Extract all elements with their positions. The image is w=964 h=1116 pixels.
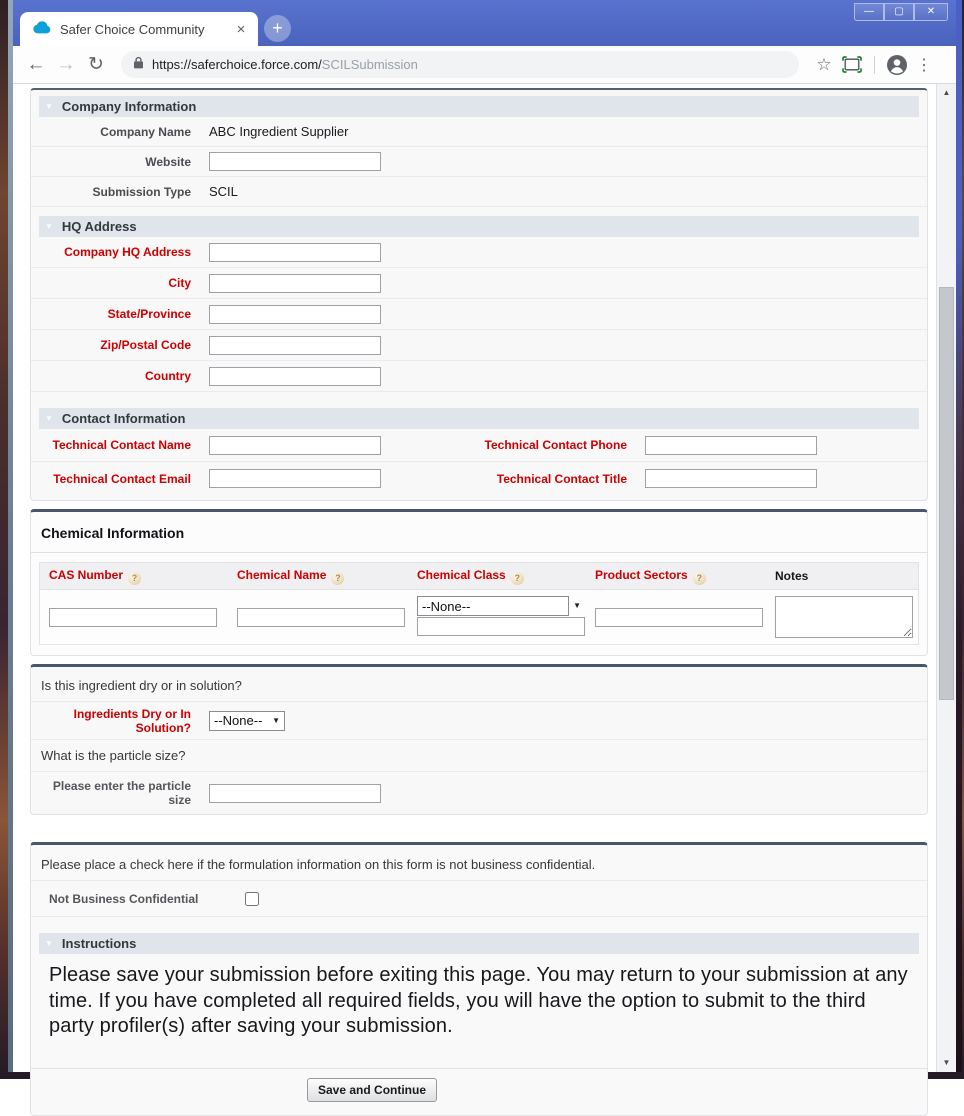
tech-contact-name-label: Technical Contact Name bbox=[52, 438, 191, 452]
bookmark-star-icon[interactable]: ☆ bbox=[816, 54, 832, 74]
state-input[interactable] bbox=[209, 305, 381, 324]
address-bar[interactable] bbox=[121, 51, 799, 78]
city-input[interactable] bbox=[209, 274, 381, 293]
back-button[interactable]: ← bbox=[26, 53, 46, 75]
save-and-continue-button[interactable]: Save and Continue bbox=[307, 1078, 437, 1102]
state-label: State/Province bbox=[107, 307, 191, 321]
help-icon[interactable]: ? bbox=[331, 572, 344, 585]
help-icon[interactable]: ? bbox=[511, 572, 524, 585]
window-controls bbox=[854, 3, 948, 21]
screen-capture-extension-icon[interactable] bbox=[837, 56, 867, 73]
chemical-information-box bbox=[30, 509, 928, 656]
help-icon[interactable]: ? bbox=[128, 572, 141, 585]
hq-address-label: Company HQ Address bbox=[64, 245, 191, 259]
website-input[interactable] bbox=[209, 152, 381, 171]
window-border-left bbox=[8, 0, 13, 1072]
reload-button[interactable]: ↻ bbox=[88, 54, 104, 75]
collapse-triangle-icon: ▼ bbox=[45, 222, 53, 231]
confidential-note: Please place a check here if the formulation information on this form is not business confidential. bbox=[31, 849, 927, 881]
notes-textarea[interactable] bbox=[775, 596, 913, 638]
product-sectors-input[interactable] bbox=[595, 608, 763, 627]
tech-contact-email-input[interactable] bbox=[209, 469, 381, 488]
submission-type-row bbox=[31, 177, 927, 207]
zip-input[interactable] bbox=[209, 336, 381, 355]
section-title: Company Information bbox=[61, 99, 197, 114]
close-window-button[interactable]: ✕ bbox=[914, 3, 948, 21]
section-title: Contact Information bbox=[61, 411, 186, 426]
tech-contact-phone-input[interactable] bbox=[645, 436, 817, 455]
section-title: HQ Address bbox=[61, 219, 137, 234]
page-content bbox=[13, 84, 936, 1097]
browser-window bbox=[8, 0, 962, 1097]
button-row bbox=[31, 1068, 927, 1115]
browser-tab[interactable] bbox=[20, 12, 258, 46]
contact-row-1 bbox=[31, 429, 927, 462]
salesforce-cloud-favicon-icon bbox=[32, 20, 51, 39]
not-business-confidential-label: Not Business Confidential bbox=[49, 891, 199, 906]
not-business-confidential-row bbox=[31, 881, 927, 917]
chemical-class-header: Chemical Class ? bbox=[408, 568, 586, 585]
help-icon[interactable]: ? bbox=[693, 572, 706, 585]
chemical-name-header: Chemical Name ? bbox=[228, 568, 408, 585]
dry-or-solution-question: Is this ingredient dry or in solution? bbox=[31, 670, 927, 702]
scroll-up-icon[interactable]: ▲ bbox=[942, 88, 951, 97]
section-header-hq-address[interactable] bbox=[39, 216, 919, 237]
dry-or-solution-row bbox=[31, 702, 927, 740]
vertical-scrollbar[interactable] bbox=[936, 84, 956, 1072]
collapse-triangle-icon: ▼ bbox=[45, 414, 53, 423]
zip-label: Zip/Postal Code bbox=[100, 338, 191, 352]
forward-button[interactable]: → bbox=[56, 53, 76, 75]
profile-avatar-icon[interactable] bbox=[882, 54, 912, 76]
scroll-down-icon[interactable]: ▼ bbox=[942, 1058, 951, 1067]
company-name-row bbox=[31, 117, 927, 147]
chrome-menu-icon[interactable]: ⋮ bbox=[916, 56, 932, 74]
submission-type-label: Submission Type bbox=[92, 184, 191, 199]
not-business-confidential-checkbox[interactable] bbox=[245, 892, 259, 906]
toolbar-right bbox=[811, 54, 936, 76]
section-header-instructions[interactable] bbox=[39, 933, 919, 954]
notes-header: Notes bbox=[775, 569, 809, 583]
cas-number-header: CAS Number ? bbox=[40, 568, 228, 585]
section-title: Instructions bbox=[61, 936, 137, 951]
minimize-button[interactable]: — bbox=[854, 3, 884, 21]
tab-title: Safer Choice Community bbox=[60, 21, 205, 37]
close-tab-icon[interactable]: × bbox=[236, 20, 246, 38]
browser-toolbar bbox=[13, 46, 956, 84]
chemical-table bbox=[39, 562, 919, 645]
website-label: Website bbox=[145, 154, 191, 169]
chevron-down-icon: ▼ bbox=[573, 601, 581, 610]
chemical-name-input[interactable] bbox=[237, 608, 405, 627]
chemical-information-title: Chemical Information bbox=[31, 512, 927, 553]
section-header-company-information[interactable] bbox=[39, 96, 919, 117]
tech-contact-phone-label: Technical Contact Phone bbox=[484, 438, 627, 452]
zip-row bbox=[31, 330, 927, 361]
country-row bbox=[31, 361, 927, 392]
particle-size-row bbox=[31, 772, 927, 814]
section-header-contact-information[interactable] bbox=[39, 408, 919, 429]
particle-size-input[interactable] bbox=[209, 784, 381, 803]
tech-contact-email-label: Technical Contact Email bbox=[53, 471, 191, 486]
dry-or-solution-select[interactable] bbox=[209, 711, 285, 731]
city-row bbox=[31, 268, 927, 299]
tech-contact-name-input[interactable] bbox=[209, 436, 381, 455]
cas-number-input[interactable] bbox=[49, 608, 217, 627]
website-row bbox=[31, 147, 927, 177]
collapse-triangle-icon: ▼ bbox=[45, 102, 53, 111]
collapse-triangle-icon: ▼ bbox=[45, 939, 53, 948]
maximize-button[interactable]: ▢ bbox=[884, 3, 914, 21]
dry-or-solution-label: Ingredients Dry or In Solution? bbox=[73, 706, 191, 735]
new-tab-button[interactable]: + bbox=[264, 15, 291, 42]
city-label: City bbox=[168, 276, 191, 290]
hq-address-input[interactable] bbox=[209, 243, 381, 262]
company-section-box bbox=[30, 88, 928, 501]
contact-row-2 bbox=[31, 462, 927, 495]
tech-contact-title-label: Technical Contact Title bbox=[496, 471, 627, 486]
country-label: Country bbox=[145, 369, 191, 383]
toolbar-divider bbox=[874, 56, 875, 74]
chemical-table-row bbox=[40, 590, 918, 644]
url-path: SCILSubmission bbox=[321, 57, 418, 72]
chevron-down-icon: ▼ bbox=[272, 715, 280, 725]
state-row bbox=[31, 299, 927, 330]
company-name-value: ABC Ingredient Supplier bbox=[209, 124, 349, 139]
chemical-class-other-input[interactable] bbox=[417, 617, 585, 636]
particle-size-label: Please enter the particle size bbox=[52, 779, 191, 807]
lock-icon bbox=[133, 56, 144, 74]
url-domain: https://saferchoice.force.com/ bbox=[152, 57, 322, 72]
product-sectors-header: Product Sectors ? bbox=[586, 568, 766, 585]
chemical-class-select[interactable] bbox=[417, 596, 569, 616]
url-text bbox=[152, 57, 418, 72]
confidential-section-box bbox=[30, 842, 928, 1116]
submission-type-value: SCIL bbox=[209, 184, 238, 199]
window-titlebar bbox=[8, 0, 962, 46]
window-border-right bbox=[956, 0, 962, 1072]
chemical-table-header bbox=[40, 563, 918, 590]
tech-contact-title-input[interactable] bbox=[645, 469, 817, 488]
country-input[interactable] bbox=[209, 367, 381, 386]
particle-size-question: What is the particle size? bbox=[31, 740, 927, 772]
instructions-text: Please save your submission before exiting this page. You may return to your submission at any time. If you have completed all required fields, you will have the option to submit to the third party profiler(s) after saving your submission. bbox=[49, 964, 908, 1037]
hq-address-row bbox=[31, 237, 927, 268]
submission-form bbox=[30, 88, 928, 1116]
company-name-label: Company Name bbox=[100, 124, 191, 139]
scrollbar-thumb[interactable] bbox=[939, 287, 954, 700]
solution-section-box bbox=[30, 664, 928, 815]
